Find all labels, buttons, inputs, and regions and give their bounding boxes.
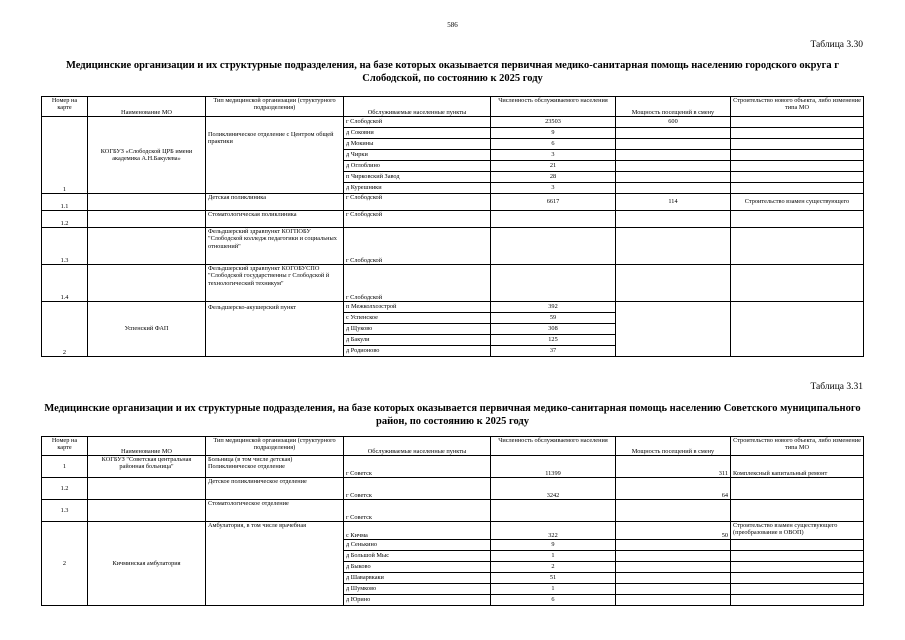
table-title: Медицинские организации и их структурные подразделения, на базе которых оказывается первичная медико-санитарная помощь населению Советского муниципального район, по состоянию к 2025 году — [44, 403, 861, 427]
header-name: Наименование МО — [88, 437, 206, 456]
population: 11399 — [491, 456, 616, 478]
header-row — [42, 437, 864, 456]
header-construction: Строительство нового объекта, либо изменение типа МО — [731, 437, 864, 456]
map-number: 1 — [42, 117, 88, 194]
construction: Строительство взамен существующего — [731, 194, 864, 211]
capacity — [616, 500, 731, 522]
population: 3 — [491, 183, 616, 194]
map-number: 2 — [42, 302, 88, 357]
construction: Строительство взамен существующего (преобразование в ОВОП) — [731, 522, 864, 540]
table-row — [42, 500, 864, 522]
capacity — [616, 551, 731, 562]
org-name: КОГБУЗ «Слободской ЦРБ имени академика А.Н.Бакулева» — [88, 117, 206, 194]
capacity — [616, 172, 731, 183]
org-type: Фельдшерский здравпункт КОГПОБУ "Слободской колледж педагогики и социальных отношений" — [206, 228, 344, 265]
capacity — [616, 562, 731, 573]
table-label: Таблица 3.31 — [810, 382, 863, 392]
settlement: д Быково — [344, 562, 491, 573]
org-name — [88, 500, 206, 522]
header-construction: Строительство нового объекта, либо изменение типа МО — [731, 97, 864, 117]
settlement: д Родионово — [344, 346, 491, 357]
header-type: Тип медицинской организации (структурного подразделения) — [206, 437, 344, 456]
org-name — [88, 211, 206, 228]
map-number: 1.1 — [42, 194, 88, 211]
org-name: Успенский ФАП — [88, 302, 206, 357]
settlement: п Чирковский Завод — [344, 172, 491, 183]
page-number: 586 — [447, 21, 458, 29]
header-num: Номер на карте — [42, 437, 88, 456]
org-type: Фельдшерский здравпункт КОГОБУСПО "Слободской государственны г Слободской й технологический техникум" — [206, 265, 344, 302]
construction — [731, 478, 864, 500]
header-num: Номер на карте — [42, 97, 88, 117]
population: 1 — [491, 584, 616, 595]
capacity — [616, 183, 731, 194]
population — [491, 228, 616, 265]
construction — [731, 161, 864, 172]
construction — [731, 128, 864, 139]
capacity — [616, 211, 731, 228]
map-number: 1 — [42, 456, 88, 478]
org-name — [88, 478, 206, 500]
settlement: д Мокины — [344, 139, 491, 150]
population: 23503 — [491, 117, 616, 128]
construction — [731, 584, 864, 595]
population — [491, 265, 616, 302]
capacity: 114 — [616, 194, 731, 211]
capacity — [616, 584, 731, 595]
settlement: д Большой Мыс — [344, 551, 491, 562]
construction — [731, 211, 864, 228]
settlement: г Советск — [344, 500, 491, 522]
capacity — [616, 540, 731, 551]
population: 6 — [491, 595, 616, 606]
settlement: д Чирки — [344, 150, 491, 161]
capacity — [616, 573, 731, 584]
settlement: д Щуково — [344, 324, 491, 335]
settlement: г Советск — [344, 478, 491, 500]
settlement: г Советск — [344, 456, 491, 478]
table-row — [42, 478, 864, 500]
population: 59 — [491, 313, 616, 324]
population: 21 — [491, 161, 616, 172]
population: 125 — [491, 335, 616, 346]
org-type: Поликлиническое отделение с Центром общей практики — [206, 117, 344, 194]
table-row — [42, 117, 864, 128]
table-row — [42, 265, 864, 302]
table-3-31 — [41, 436, 864, 606]
settlement: д Соковни — [344, 128, 491, 139]
settlement: п Межколхозстрой — [344, 302, 491, 313]
population: 3242 — [491, 478, 616, 500]
header-capacity: Мощность посещений в смену — [616, 97, 731, 117]
table-row — [42, 522, 864, 540]
map-number: 1.2 — [42, 478, 88, 500]
table-label: Таблица 3.30 — [810, 40, 863, 50]
population: 6 — [491, 139, 616, 150]
construction — [731, 228, 864, 265]
table-row — [42, 228, 864, 265]
population: 308 — [491, 324, 616, 335]
header-name: Наименование МО — [88, 97, 206, 117]
settlement: г Слободской — [344, 117, 491, 128]
header-settlements: Обслуживаемые населенные пункты — [344, 97, 491, 117]
org-name — [88, 265, 206, 302]
capacity: 311 — [616, 456, 731, 478]
population: 6617 — [491, 194, 616, 211]
header-type: Тип медицинской организации (структурного подразделения) — [206, 97, 344, 117]
org-type: Фельдшерско-акушерский пункт — [206, 302, 344, 357]
population: 3 — [491, 150, 616, 161]
settlement: д Шаварвкаки — [344, 573, 491, 584]
construction — [731, 540, 864, 551]
capacity — [616, 150, 731, 161]
capacity — [616, 161, 731, 172]
capacity — [616, 265, 731, 302]
org-type: Стоматологическое отделение — [206, 500, 344, 522]
construction — [731, 595, 864, 606]
table-title: Медицинские организации и их структурные подразделения, на базе которых оказывается первичная медико-санитарная помощь населению городского округа г Слободской, по состоянию к 2025 году — [65, 60, 840, 84]
population: 322 — [491, 522, 616, 540]
construction — [731, 172, 864, 183]
population: 9 — [491, 128, 616, 139]
org-type: Стоматологическая поликлиника — [206, 211, 344, 228]
settlement: г Слободской — [344, 228, 491, 265]
org-name — [88, 228, 206, 265]
population: 51 — [491, 573, 616, 584]
header-population: Численность обслуживаемого населения — [491, 437, 616, 456]
construction — [731, 265, 864, 302]
capacity: 50 — [616, 522, 731, 540]
table-row — [42, 456, 864, 478]
capacity — [616, 302, 731, 357]
construction — [731, 150, 864, 161]
settlement: д Шумково — [344, 584, 491, 595]
settlement: г Слободской — [344, 265, 491, 302]
org-type: Больница (в том числе детская) Поликлиническое отделение — [206, 456, 344, 478]
capacity: 600 — [616, 117, 731, 128]
population: 392 — [491, 302, 616, 313]
org-type: Амбулатория, в том числе врачебная — [206, 522, 344, 606]
capacity — [616, 595, 731, 606]
header-capacity: Мощность посещений в смену — [616, 437, 731, 456]
population — [491, 211, 616, 228]
org-name: КОГБУЗ "Советская центральная районная больница" — [88, 456, 206, 478]
map-number: 1.4 — [42, 265, 88, 302]
population: 9 — [491, 540, 616, 551]
org-type: Детская поликлиника — [206, 194, 344, 211]
table-3-30 — [41, 96, 864, 357]
header-settlements: Обслуживаемые населенные пункты — [344, 437, 491, 456]
settlement: с Успенское — [344, 313, 491, 324]
settlement: д Сенькино — [344, 540, 491, 551]
construction — [731, 117, 864, 128]
header-row — [42, 97, 864, 117]
construction — [731, 500, 864, 522]
table-row — [42, 194, 864, 211]
table-row — [42, 302, 864, 313]
org-name: Кичминская амбулатория — [88, 522, 206, 606]
construction — [731, 551, 864, 562]
settlement: д Оглоблино — [344, 161, 491, 172]
population: 1 — [491, 551, 616, 562]
table-row — [42, 211, 864, 228]
map-number: 1.3 — [42, 228, 88, 265]
map-number: 1.2 — [42, 211, 88, 228]
settlement: г Слободской — [344, 194, 491, 211]
construction — [731, 562, 864, 573]
settlement: д Курешники — [344, 183, 491, 194]
population: 2 — [491, 562, 616, 573]
construction: Комплексный капитальный ремонт — [731, 456, 864, 478]
construction — [731, 302, 864, 357]
org-type: Детское поликлиническое отделение — [206, 478, 344, 500]
settlement: д Бакули — [344, 335, 491, 346]
header-population: Численность обслуживаемого населения — [491, 97, 616, 117]
settlement: г Слободской — [344, 211, 491, 228]
capacity — [616, 128, 731, 139]
construction — [731, 573, 864, 584]
capacity: 64 — [616, 478, 731, 500]
population: 37 — [491, 346, 616, 357]
settlement: с Кичма — [344, 522, 491, 540]
capacity — [616, 228, 731, 265]
org-name — [88, 194, 206, 211]
population — [491, 500, 616, 522]
construction — [731, 139, 864, 150]
construction — [731, 183, 864, 194]
capacity — [616, 139, 731, 150]
map-number: 2 — [42, 522, 88, 606]
population: 28 — [491, 172, 616, 183]
map-number: 1.3 — [42, 500, 88, 522]
settlement: д Юрино — [344, 595, 491, 606]
